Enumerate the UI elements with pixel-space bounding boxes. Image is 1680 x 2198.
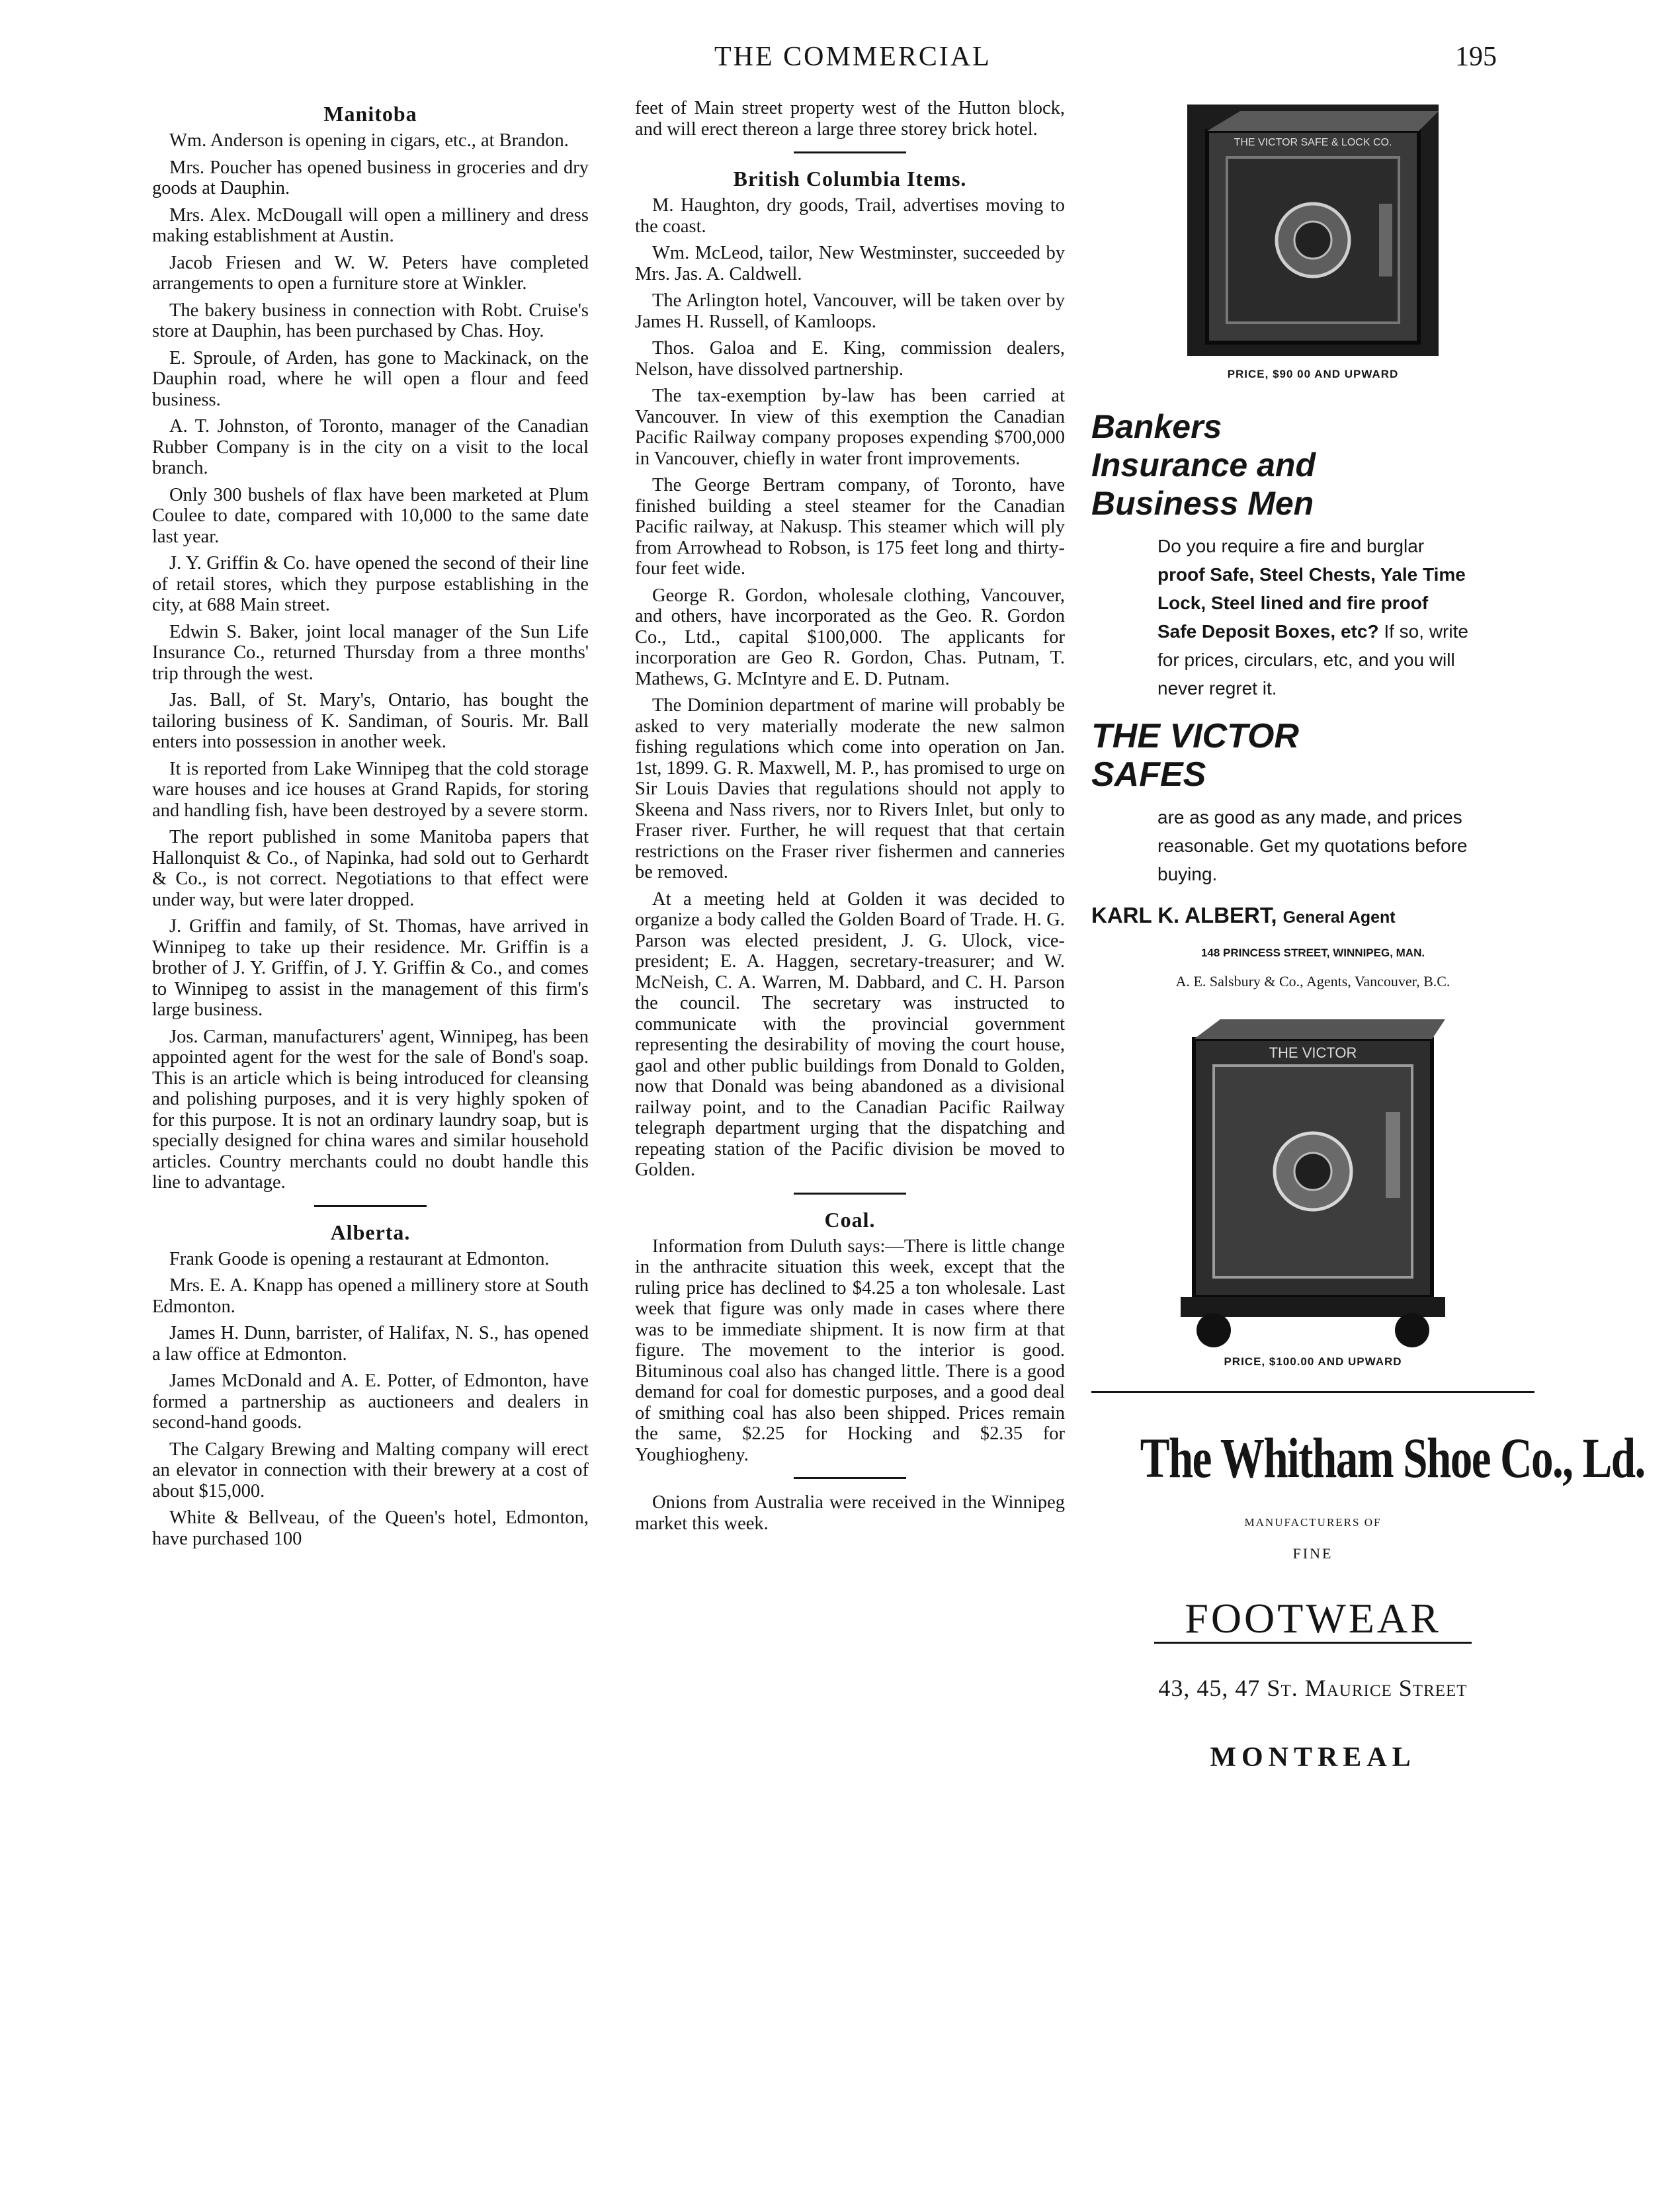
news-item: James McDonald and A. E. Potter, of Edmonton, have formed a partnership as auctioneers and dealers in second-hand goods. xyxy=(152,1371,589,1433)
news-item: The report published in some Manitoba papers that Hallonquist & Co., of Napinka, had sold out to Gerhardt & Co., is not correct. Negotiations to that effect were under way, but were later dropped. xyxy=(152,827,589,910)
ad-body-2: are as good as any made, and prices reasonable. Get my quotations before buying. xyxy=(1157,807,1468,884)
bc-heading: British Columbia Items. xyxy=(733,167,967,190)
news-item: Edwin S. Baker, joint local manager of the Sun Life Insurance Co., returned Thursday from a three months' trip through the west. xyxy=(152,621,589,684)
column-advertisements xyxy=(1091,98,1645,1773)
safe-illustration-1 xyxy=(1181,98,1445,362)
news-item: Jacob Friesen and W. W. Peters have completed arrangements to open a furniture store at Winkler. xyxy=(152,252,589,294)
banner-bankers xyxy=(1091,407,1534,523)
news-item: Frank Goode is opening a restaurant at Edmonton. xyxy=(169,1248,550,1269)
shoe-company-name: The Whitham Shoe Co., Ld. xyxy=(1140,1426,1645,1490)
banner-line: THE VICTOR xyxy=(1091,717,1299,755)
ad-intro: Do you require a fire and burglar xyxy=(1157,536,1425,556)
news-item: Onions from Australia were received in the Winnipeg market this week. xyxy=(635,1492,1065,1534)
ad-body-1 xyxy=(1157,532,1468,702)
continued-item: feet of Main street property west of the Hutton block, and will erect thereon a large three storey brick hotel. xyxy=(635,98,1065,140)
safe1-price-caption: PRICE, $90 00 AND UPWARD xyxy=(1227,368,1399,380)
column-middle xyxy=(635,98,1065,1540)
banner-victor-safes xyxy=(1091,717,1534,794)
news-item: The George Bertram company, of Toronto, have finished building a steel steamer for the Canadian Pacific railway, at Nakusp. This steamer which will ply from Arrowhead to Robson, is 175 feet long and thirty-four feet wide. xyxy=(635,475,1065,579)
page-number: 195 xyxy=(1455,42,1497,72)
news-item: M. Haughton, dry goods, Trail, advertises moving to the coast. xyxy=(635,195,1065,237)
journal-title: THE COMMERCIAL xyxy=(714,42,991,72)
news-item: Mrs. E. A. Knapp has opened a millinery store at South Edmonton. xyxy=(152,1275,589,1317)
section-rule xyxy=(314,1205,427,1207)
news-item: At a meeting held at Golden it was decided to organize a body called the Golden Board of Trade. H. G. Parson was elected president, J. G. Ulock, vice-president; E. A. Haggen, secretary-treasurer; and W. McNeish, C. A. Warren, M. Dabbard, and C. H. Parson the council. The secretary was instructed to communicate with the provincial government representing the desirability of moving the court house, gaol and other public buildings from Donald to Golden, now that Donald was being abandoned as a divisional railway point, and to the Canadian Pacific Railway telegraph department urging that the dispatching and repeating station of the Pacific division be moved to Golden. xyxy=(635,888,1065,1180)
safe-illustration-2 xyxy=(1167,1013,1458,1350)
news-item: Wm. McLeod, tailor, New Westminster, succeeded by Mrs. Jas. A. Caldwell. xyxy=(635,243,1065,284)
banner-line: Insurance and xyxy=(1091,446,1316,484)
safe1-label: THE VICTOR SAFE & LOCK CO. xyxy=(1234,137,1392,148)
news-item: J. Griffin and family, of St. Thomas, have arrived in Winnipeg to take up their residence. Mr. Griffin is a brother of J. Y. Griffin, of J. Y. Griffin & Co., and comes to Winnipeg to assist in the management of this firm's large business. xyxy=(152,916,589,1020)
news-item: Jos. Carman, manufacturers' agent, Winnipeg, has been appointed agent for the west for the sale of Bond's soap. This is an article which is being introduced for cleansing and polishing purposes, and it is very highly spoken of for this purpose. It is not an ordinary laundry soap, but is specially designed for china wares and similar household articles. Country merchants could no doubt handle this line to advantage. xyxy=(152,1026,589,1193)
section-rule xyxy=(794,151,906,153)
news-item: Information from Duluth says:—There is little change in the anthracite situation this week, except that the ruling price has declined to $4.25 a ton wholesale. Last week that figure was only made in cases where there was to be immediate shipment. It is now firm at that figure. The movement to the interior is good. Bituminous coal also has changed little. There is a good demand for coal for domestic purposes, and a good deal of smithing coal has also been shipped. Prices remain the same, $2.25 for Hocking and $2.35 for Youghiogheny. xyxy=(635,1236,1065,1465)
agent-name: KARL K. ALBERT, xyxy=(1091,903,1277,927)
shoe-fine: FINE xyxy=(1292,1545,1333,1562)
manitoba-heading: Manitoba xyxy=(323,102,417,126)
news-item: Thos. Galoa and E. King, commission dealers, Nelson, have dissolved partnership. xyxy=(635,338,1065,380)
shoe-footwear: FOOTWEAR xyxy=(1154,1595,1472,1644)
news-item: The Arlington hotel, Vancouver, will be taken over by James H. Russell, of Kamloops. xyxy=(635,290,1065,332)
safe2-price-caption: PRICE, $100.00 AND UPWARD xyxy=(1224,1355,1402,1368)
news-item: George R. Gordon, wholesale clothing, Vancouver, and others, have incorporated as the Geo. R. Gordon Co., Ltd., capital $100,000. The applicants for incorporation are Geo R. Gordon, Chas. Putnam, T. Mathews, G. McIntyre and E. D. Putnam. xyxy=(635,585,1065,689)
news-item: The tax-exemption by-law has been carried at Vancouver. In view of this exemption the Canadian Pacific Railway company proposes expending $700,000 in Vancouver, chiefly in water front improvements. xyxy=(635,386,1065,469)
news-item: Mrs. Alex. McDougall will open a millinery and dress making establishment at Austin. xyxy=(152,204,589,246)
safe2-label: THE VICTOR xyxy=(1269,1044,1357,1061)
news-item: The Calgary Brewing and Malting company will erect an elevator in connection with their brewery at a cost of about $15,000. xyxy=(152,1439,589,1501)
news-item: E. Sproule, of Arden, has gone to Mackinack, on the Dauphin road, where he will open a flour and feed business. xyxy=(152,347,589,410)
agent-address: 148 PRINCESS STREET, WINNIPEG, MAN. xyxy=(1200,947,1425,959)
column-left xyxy=(152,98,589,1555)
page-header xyxy=(0,41,1680,81)
whitham-shoe-ad xyxy=(1091,1425,1645,1773)
alberta-heading: Alberta. xyxy=(330,1220,411,1244)
news-item: J. Y. Griffin & Co. have opened the second of their line of retail stores, which they purpose establishing in the city, at 688 Main street. xyxy=(152,553,589,615)
banner-line: SAFES xyxy=(1091,755,1206,794)
banner-line: Bankers xyxy=(1091,408,1222,445)
news-item: It is reported from Lake Winnipeg that the cold storage ware houses and ice houses at Grand Rapids, for storing and handling fish, have been destroyed by a severe storm. xyxy=(152,758,589,821)
news-item: Jas. Ball, of St. Mary's, Ontario, has bought the tailoring business of K. Sandiman, of Souris. Mr. Ball enters into possession in another week. xyxy=(152,690,589,752)
news-item: Only 300 bushels of flax have been marketed at Plum Coulee to date, compared with 10,000 to the same date last year. xyxy=(152,484,589,547)
section-rule xyxy=(794,1193,906,1195)
agent-title: General Agent xyxy=(1282,908,1396,927)
shoe-city: MONTREAL xyxy=(1210,1742,1416,1773)
news-item: White & Bellveau, of the Queen's hotel, Edmonton, have purchased 100 xyxy=(152,1507,589,1549)
section-rule xyxy=(794,1477,906,1479)
news-item: Mrs. Poucher has opened business in groceries and dry goods at Dauphin. xyxy=(152,157,589,198)
news-item: The Dominion department of marine will probably be asked to very materially moderate the new salmon fishing regulations which come into operation on Jan. 1st, 1899. G. R. Maxwell, M. P., has promised to urge on Sir Louis Davies that regulations should not apply to Skeena and Nass rivers, nor to Rivers Inlet, but only to Fraser river. Further, he will request that that certain restrictions on the Fraser river fishermen and canneries be removed. xyxy=(635,695,1065,882)
agent-line xyxy=(1091,903,1534,928)
news-item: A. T. Johnston, of Toronto, manager of the Canadian Rubber Company is in the city on a visit to the local branch. xyxy=(152,416,589,478)
news-item: James H. Dunn, barrister, of Halifax, N. S., has opened a law office at Edmonton. xyxy=(152,1323,589,1365)
coal-heading: Coal. xyxy=(824,1207,876,1232)
banner-line: Business Men xyxy=(1091,485,1314,522)
news-item: The bakery business in connection with Robt. Cruise's store at Dauphin, has been purchased by Chas. Hoy. xyxy=(152,300,589,341)
ad-divider xyxy=(1091,1391,1534,1393)
shoe-manufacturers: MANUFACTURERS OF xyxy=(1244,1516,1382,1529)
vancouver-agents: A. E. Salsbury & Co., Agents, Vancouver, B.C. xyxy=(1175,973,1450,990)
ad-outro: If so, write for prices, circulars, etc, and you will never regret it. xyxy=(1157,621,1468,698)
news-item: Wm. Anderson is opening in cigars, etc., at Brandon. xyxy=(169,130,569,151)
shoe-street: 43, 45, 47 St. Maurice Street xyxy=(1158,1675,1468,1701)
ad-products: proof Safe, Steel Chests, Yale Time Lock, Steel lined and fire proof Safe Deposit Boxes, etc? xyxy=(1157,564,1466,642)
